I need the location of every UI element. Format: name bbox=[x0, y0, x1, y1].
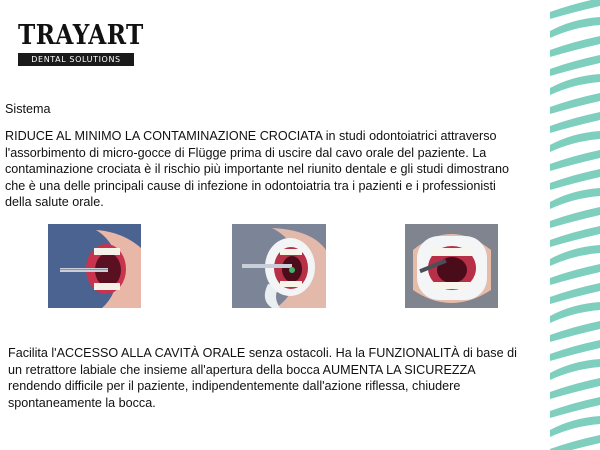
decorative-stripe bbox=[550, 131, 600, 152]
decorative-stripe bbox=[550, 416, 600, 437]
decorative-stripe bbox=[550, 0, 600, 19]
decorative-stripe bbox=[550, 207, 600, 228]
intro-paragraph: RIDUCE AL MINIMO LA CONTAMINAZIONE CROCIATA in studi odontoiatrici attraverso l'assorbimento di micro-gocce di Flügge prima di uscire dal cavo orale del paziente. La contaminazione crociata è il rischio più importante nel riunito dentale e gli studi dimostrano che è una delle principali cause di infezione in odontoiatria tra i pazienti e i professionisti della salute orale. bbox=[5, 129, 510, 209]
decorative-stripe bbox=[550, 435, 600, 450]
decorative-stripe bbox=[550, 340, 600, 361]
decorative-stripe bbox=[550, 397, 600, 418]
decorative-stripes bbox=[542, 0, 600, 450]
decorative-stripe bbox=[550, 55, 600, 76]
decorative-stripe bbox=[550, 245, 600, 266]
decorative-stripe bbox=[550, 226, 600, 247]
decorative-stripe bbox=[550, 36, 600, 57]
decorative-stripe bbox=[550, 93, 600, 114]
decorative-stripe bbox=[550, 112, 600, 133]
mouth-image-with-retractor bbox=[232, 224, 326, 308]
trayart-logo bbox=[18, 20, 144, 66]
decorative-stripe bbox=[550, 188, 600, 209]
logo-tagline: DENTAL SOLUTIONS bbox=[18, 53, 134, 66]
decorative-stripe bbox=[550, 378, 600, 399]
decorative-stripe bbox=[550, 74, 600, 95]
logo-brand: TRAYART bbox=[18, 20, 144, 51]
section-label: Sistema bbox=[5, 102, 51, 116]
footer-paragraph: Facilita l'ACCESSO ALLA CAVITÀ ORALE senza ostacoli. Ha la FUNZIONALITÀ di base di un retrattore labiale che insieme all'apertura della bocca AUMENTA LA SICUREZZA rendendo difficile per il paziente, indipendentemente dall'azione riflessa, chiudere spontaneamente la bocca. bbox=[8, 346, 517, 410]
mouth-image-frontal-retractor bbox=[405, 224, 498, 308]
decorative-stripe bbox=[550, 264, 600, 285]
decorative-stripe bbox=[550, 169, 600, 190]
mouth-image-without-device bbox=[48, 224, 141, 308]
decorative-stripe bbox=[550, 17, 600, 38]
decorative-stripe bbox=[550, 283, 600, 304]
decorative-stripe bbox=[550, 359, 600, 380]
decorative-stripe bbox=[550, 150, 600, 171]
decorative-stripe bbox=[550, 321, 600, 342]
decorative-stripe bbox=[550, 302, 600, 323]
